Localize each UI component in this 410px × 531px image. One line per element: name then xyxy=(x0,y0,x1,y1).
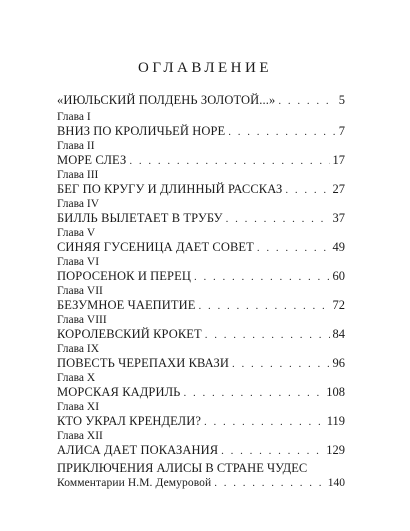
appendix-heading: ПРИКЛЮЧЕНИЯ АЛИСЫ В СТРАНЕ ЧУДЕС xyxy=(57,461,308,475)
chapter-label: Глава X xyxy=(57,372,96,384)
toc-line xyxy=(57,93,345,108)
toc-entry-chapter-11 xyxy=(57,400,345,429)
entry-title: АЛИСА ДАЕТ ПОКАЗАНИЯ xyxy=(57,443,219,457)
toc-line xyxy=(57,356,345,371)
page-number: 27 xyxy=(332,182,345,196)
entry-title: «ИЮЛЬСКИЙ ПОЛДЕНЬ ЗОЛОТОЙ...» xyxy=(57,93,276,107)
page-number: 17 xyxy=(332,153,345,167)
toc-entry-chapter-8 xyxy=(57,313,345,342)
toc-entry-chapter-5 xyxy=(57,226,345,255)
toc-line xyxy=(57,240,345,255)
toc-line xyxy=(57,269,345,284)
page-number: 37 xyxy=(332,211,345,225)
chapter-label: Глава II xyxy=(57,140,95,152)
chapter-label: Глава IV xyxy=(57,198,100,210)
chapter-label: Глава I xyxy=(57,111,91,123)
toc-entry-chapter-4 xyxy=(57,197,345,226)
chapter-label: Глава VII xyxy=(57,285,103,297)
page-title: ОГЛАВЛЕНИЕ xyxy=(138,60,272,76)
page-number: 96 xyxy=(332,356,345,370)
entry-title: БИЛЛЬ ВЫЛЕТАЕТ В ТРУБУ xyxy=(57,211,223,225)
toc-entry-chapter-2 xyxy=(57,139,345,168)
entry-title: ПОВЕСТЬ ЧЕРЕПАХИ КВАЗИ xyxy=(57,356,229,370)
page-number: 108 xyxy=(326,385,345,399)
page-number: 129 xyxy=(326,443,345,457)
dot-leader xyxy=(228,125,336,140)
chapter-label: Глава V xyxy=(57,227,96,239)
toc-line xyxy=(57,182,345,197)
dot-leader xyxy=(205,328,330,343)
entry-title: МОРСКАЯ КАДРИЛЬ xyxy=(57,385,181,399)
dot-leader xyxy=(129,154,329,169)
chapter-label: Глава III xyxy=(57,169,99,181)
chapter-label: Глава VIII xyxy=(57,314,107,326)
page-number: 5 xyxy=(338,93,345,107)
entry-title: МОРЕ СЛЕЗ xyxy=(57,153,127,167)
toc-entry-chapter-12 xyxy=(57,429,345,458)
chapter-label: Глава VI xyxy=(57,256,100,268)
toc-line xyxy=(57,385,345,400)
chapter-label: Глава XI xyxy=(57,401,100,413)
dot-leader xyxy=(226,212,330,227)
toc-line xyxy=(57,124,345,139)
toc-line xyxy=(57,476,345,491)
entry-title: БЕЗУМНОЕ ЧАЕПИТИЕ xyxy=(57,298,196,312)
page-number: 84 xyxy=(332,327,345,341)
dot-leader xyxy=(194,270,330,285)
toc-line xyxy=(57,153,345,168)
page-number: 72 xyxy=(332,298,345,312)
entry-title: КОРОЛЕВСКИЙ КРОКЕТ xyxy=(57,327,202,341)
toc-line xyxy=(57,327,345,342)
toc-entry-appendix xyxy=(57,461,345,491)
dot-leader xyxy=(204,415,324,430)
entry-title: КТО УКРАЛ КРЕНДЕЛИ? xyxy=(57,414,202,428)
dot-leader xyxy=(257,241,330,256)
dot-leader xyxy=(221,444,323,459)
entry-title: СИНЯЯ ГУСЕНИЦА ДАЕТ СОВЕТ xyxy=(57,240,254,254)
page-number: 60 xyxy=(332,269,345,283)
entry-title: БЕГ ПО КРУГУ И ДЛИННЫЙ РАССКАЗ xyxy=(57,182,283,196)
toc-line xyxy=(57,298,345,313)
dot-leader xyxy=(214,476,324,491)
entry-title: Комментарии Н.М. Демуровой xyxy=(57,477,212,489)
toc-entry-chapter-9 xyxy=(57,342,345,371)
toc-entry-chapter-10 xyxy=(57,371,345,400)
dot-leader xyxy=(199,299,330,314)
toc-entry-chapter-6 xyxy=(57,255,345,284)
page-number: 49 xyxy=(332,240,345,254)
toc-line xyxy=(57,443,345,458)
chapter-label: Глава IX xyxy=(57,343,100,355)
chapter-label: Глава XII xyxy=(57,430,103,442)
toc-entry-chapter-7 xyxy=(57,284,345,313)
page-number: 140 xyxy=(327,477,345,489)
dot-leader xyxy=(232,357,330,372)
dot-leader xyxy=(285,183,329,198)
toc-entry-chapter-1 xyxy=(57,110,345,139)
page-number: 7 xyxy=(338,124,345,138)
entry-title: ВНИЗ ПО КРОЛИЧЬЕЙ НОРЕ xyxy=(57,124,226,138)
toc-entry-intro xyxy=(57,93,345,108)
toc-entry-chapter-3 xyxy=(57,168,345,197)
table-of-contents xyxy=(57,93,345,491)
dot-leader xyxy=(278,94,335,109)
page-number: 119 xyxy=(326,414,345,428)
toc-line xyxy=(57,211,345,226)
dot-leader xyxy=(183,386,323,401)
toc-line xyxy=(57,414,345,429)
entry-title: ПОРОСЕНОК И ПЕРЕЦ xyxy=(57,269,191,283)
